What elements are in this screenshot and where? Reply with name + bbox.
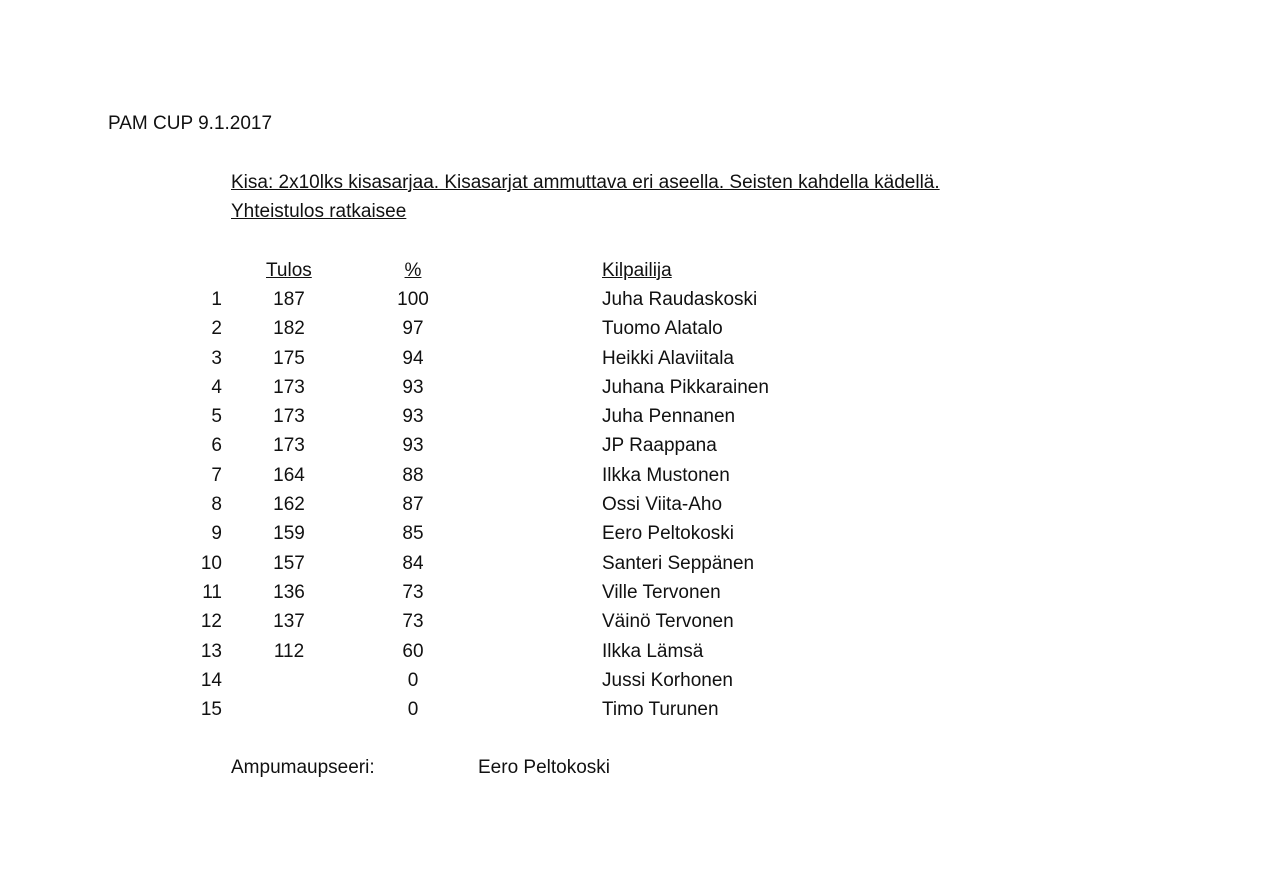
table-row — [0, 641, 1265, 670]
percent-cell: 87 — [402, 494, 424, 516]
results-table — [0, 289, 1265, 728]
rank-cell: 12 — [200, 611, 222, 633]
competitor-name-cell: Juha Raudaskoski — [602, 289, 758, 310]
rank-cell: 11 — [202, 581, 222, 603]
rank-cell: 7 — [211, 464, 222, 486]
document-title: PAM CUP 9.1.2017 — [108, 113, 273, 134]
competitor-name-cell: Ilkka Mustonen — [602, 464, 730, 486]
table-row — [0, 699, 1265, 728]
competitor-name-cell: Jussi Korhonen — [602, 669, 733, 691]
percent-cell: 93 — [402, 376, 424, 398]
rank-cell: 14 — [200, 669, 222, 691]
officer-label: Ampumaupseeri: — [231, 757, 375, 778]
rank-cell: 9 — [211, 523, 222, 545]
percent-cell: 100 — [397, 289, 429, 310]
competitor-name-cell: Juha Pennanen — [602, 406, 736, 428]
competitor-name-cell: Ville Tervonen — [602, 581, 721, 603]
table-row — [0, 406, 1265, 435]
percent-cell: 73 — [402, 581, 424, 603]
result-cell: 137 — [273, 611, 305, 633]
result-cell: 173 — [273, 406, 305, 428]
table-row — [0, 494, 1265, 523]
percent-cell: 0 — [407, 669, 419, 691]
table-row — [0, 377, 1265, 406]
table-row — [0, 465, 1265, 494]
rank-cell: 2 — [211, 318, 222, 340]
percent-cell: 97 — [402, 318, 424, 340]
table-row — [0, 582, 1265, 611]
table-row — [0, 523, 1265, 552]
competitor-name-cell: Väinö Tervonen — [602, 611, 734, 633]
result-cell: 162 — [273, 494, 305, 516]
competitor-name-cell: Tuomo Alatalo — [602, 318, 723, 340]
competitor-name-cell: Ilkka Lämsä — [602, 640, 704, 662]
rank-cell: 8 — [211, 494, 222, 516]
percent-cell: 0 — [407, 699, 419, 721]
rank-cell: 10 — [200, 552, 222, 574]
header-percent: % — [404, 260, 422, 281]
table-row — [0, 611, 1265, 640]
percent-cell: 84 — [402, 552, 424, 574]
rank-cell: 6 — [211, 435, 222, 457]
rank-cell: 13 — [200, 640, 222, 662]
competitor-name-cell: Heikki Alaviitala — [602, 347, 734, 369]
result-cell: 112 — [273, 640, 305, 662]
table-row — [0, 670, 1265, 699]
percent-cell: 93 — [402, 406, 424, 428]
rank-cell: 3 — [211, 347, 222, 369]
percent-cell: 88 — [402, 464, 424, 486]
percent-cell: 93 — [402, 435, 424, 457]
rank-cell: 4 — [211, 376, 222, 398]
result-cell: 164 — [273, 464, 305, 486]
table-row — [0, 318, 1265, 347]
result-cell: 157 — [273, 552, 305, 574]
competitor-name-cell: JP Raappana — [602, 435, 717, 457]
competitor-name-cell: Santeri Seppänen — [602, 552, 755, 574]
result-cell: 187 — [273, 289, 305, 310]
rank-cell: 5 — [211, 406, 222, 428]
result-cell: 173 — [273, 435, 305, 457]
competitor-name-cell: Juhana Pikkarainen — [602, 376, 769, 398]
percent-cell: 73 — [402, 611, 424, 633]
header-result: Tulos — [266, 260, 312, 281]
result-cell: 173 — [273, 376, 305, 398]
competitor-name-cell: Timo Turunen — [602, 699, 719, 721]
result-cell: 175 — [273, 347, 305, 369]
officer-name: Eero Peltokoski — [478, 757, 611, 778]
table-row — [0, 348, 1265, 377]
competitor-name-cell: Eero Peltokoski — [602, 523, 735, 545]
percent-cell: 94 — [402, 347, 424, 369]
rank-cell: 15 — [200, 699, 222, 721]
percent-cell: 85 — [402, 523, 424, 545]
rank-cell: 1 — [211, 289, 222, 310]
header-competitor: Kilpailija — [602, 260, 672, 281]
result-cell: 182 — [273, 318, 305, 340]
competition-description-line2: Yhteistulos ratkaisee — [231, 201, 407, 222]
table-row — [0, 289, 1265, 318]
percent-cell: 60 — [402, 640, 424, 662]
competition-description-line1: Kisa: 2x10lks kisasarjaa. Kisasarjat ammuttava eri aseella. Seisten kahdella kädellä. — [231, 172, 940, 193]
result-cell: 159 — [273, 523, 305, 545]
competitor-name-cell: Ossi Viita-Aho — [602, 494, 723, 516]
table-row — [0, 435, 1265, 464]
result-cell: 136 — [273, 581, 305, 603]
table-row — [0, 553, 1265, 582]
